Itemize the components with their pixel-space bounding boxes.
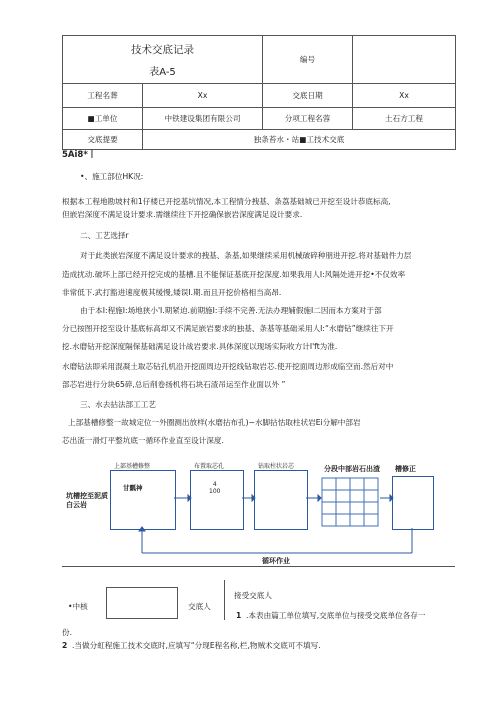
step2-label: 甘瓢神 xyxy=(123,484,143,492)
unit-label: ■工单位 xyxy=(63,108,143,130)
step3-number: 4 100 xyxy=(209,481,221,495)
date-label: 交底日期 xyxy=(263,84,353,108)
sub-project-value: 土石方工程 xyxy=(353,108,456,130)
summary-value: 独条苔水・站■工技术交底 xyxy=(143,130,456,150)
section2-line4: 由于本I:程施I:场地狭小'I.期紧迫.前期施I:手续不完善.无法办理辅假施I二因而本方案对于部 xyxy=(80,306,382,315)
section3-heading: 三、水去拈法部工工艺 xyxy=(80,400,156,409)
section3-line2: 芯出渣一滑灯平整坑底一循环作业直至设计深度. xyxy=(62,436,224,445)
discloser-label: 交底人 xyxy=(188,602,211,611)
step3-label: 布置取芯孔 xyxy=(194,463,225,470)
header-table xyxy=(62,35,456,150)
section3-line1: 上部基槽修整一故城定位一外圈测出放样(水磨拈布孔)~水脚拈怙取柱状岩Ei分解中部岩 xyxy=(68,418,361,427)
section2-line2: 造成扰动.破坏上部已经开挖完成的基槽.且不能保证基底开挖深度.如果我用人I:风隔处进开挖•不仅效率 xyxy=(62,270,406,279)
project-name-value: Xx xyxy=(143,84,263,108)
number-label: 编号 xyxy=(263,36,353,84)
title-cell xyxy=(63,36,263,84)
section1-line1: 根据本工程地勘坡村和1仔楼已开挖基坑情况,本工程情分拽基、条荔基础城已开挖至设计恭底标高, xyxy=(62,197,391,206)
doc-title: 技术交底记录 xyxy=(131,43,194,56)
number-value xyxy=(353,36,456,84)
section2-line5: 分已按图开挖至设计基底标高却又不满足嵌岩要求的独基、条基等基础采用人I:“水磨钻”继续往下开 xyxy=(62,324,394,333)
section2-line6: 挖.水磨钻开挖深度隔保基础满足设计战岩要求.具体深度以现场实际收方计I'ft为准. xyxy=(62,342,338,351)
project-name-label: 工程名葬 xyxy=(63,84,143,108)
note1-continuation: 份. xyxy=(62,628,73,637)
section1-line2: 但嵌岩深度不满足设计要求.需继续往下开挖确保嵌岩深度满足设计要求. xyxy=(62,210,303,219)
summary-label: 交底提要 xyxy=(63,130,143,150)
loop-label: 循环作业 xyxy=(262,557,290,565)
reviewer-label: •中核 xyxy=(68,602,88,611)
section2-line8: 部芯岩进行分块65碎,总后削卷扬机将石块石渣吊运至作业面以外 ” xyxy=(62,380,286,389)
start-label: 坑槽挖至泥质白云岩 xyxy=(66,492,108,509)
process-flow-diagram xyxy=(62,458,452,588)
note1-number: 1 xyxy=(236,611,242,620)
footer-column-line xyxy=(224,580,225,620)
content-heading: 5Ai8*丨 xyxy=(62,150,97,160)
section1-heading: •、施工部位HK况: xyxy=(80,172,144,181)
note1-text: .本表由篇工单位填写,交底单位与接受交底单位各存一 xyxy=(246,611,426,620)
step5-label: 分段中部岩石出渣 xyxy=(324,465,380,473)
footer-divider xyxy=(62,566,455,567)
sub-project-label: 分项工程名蓉 xyxy=(263,108,353,130)
note2-number: 2 xyxy=(62,641,68,650)
reviewer-signature-box[interactable] xyxy=(106,587,178,619)
section2-line1: 对于此类嵌岩深度不满足设计要求的拽基、条基,如果继续采用机械破碎种朋进开挖.将对基础件力层 xyxy=(80,251,412,260)
step4-label: 钻取柱状岩芯 xyxy=(258,463,295,470)
step6-label: 槽修正 xyxy=(395,465,416,473)
step1-label: 上部基槽修整 xyxy=(114,463,151,470)
unit-value: 中铁建设集团有限公司 xyxy=(143,108,263,130)
section2-heading: 二、工艺选择r xyxy=(80,231,129,240)
flow-arrows xyxy=(62,458,452,588)
note2-text: .当做分虹程施工技术交底时,应填写“分现E程名称,栏,物贼术交底可不填写. xyxy=(72,641,321,650)
receiver-label: 接受交底人 xyxy=(234,591,272,600)
section2-line3: 非常低下.武打豁进速度极其缓慢,矮误I.期.而且开挖价格相当高昂. xyxy=(62,288,282,297)
doc-subtitle: 表A-5 xyxy=(149,66,176,78)
date-value: Xx xyxy=(353,84,456,108)
section2-line7: 水磨钻法即采用混凝土取芯钻孔机沿开挖面周边开挖线钻取岩芯.使开挖面周边形成临空而.然后对中 xyxy=(62,362,394,371)
